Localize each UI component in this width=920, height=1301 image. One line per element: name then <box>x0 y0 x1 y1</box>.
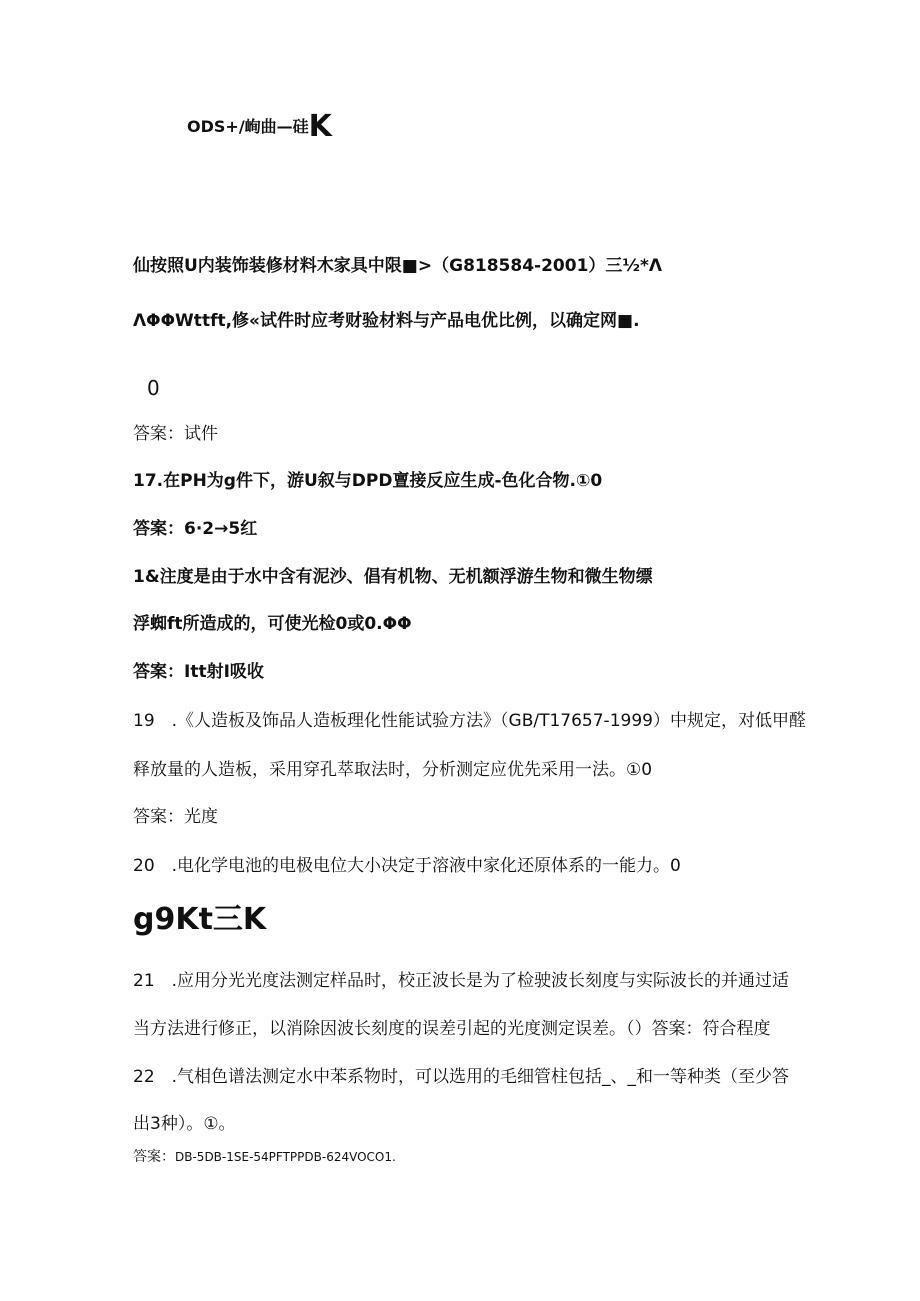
answer-18: 答案：Itt射I吸收 <box>133 662 264 682</box>
question-19-line-1: 19 .《人造板及饰品人造板理化性能试验方法》（GB/T17657-1999）中规定，对低甲醛 <box>133 711 806 731</box>
question-19-line-2: 释放量的人造板，采用穿孔萃取法时，分析测定应优先采用一法。①0 <box>133 760 653 780</box>
answer-17: 答案：6·2→5红 <box>133 519 258 539</box>
section-heading-top <box>187 109 332 144</box>
answer-16: 答案：试件 <box>133 424 218 444</box>
question-21-line-1: 21 .应用分光光度法测定样品时，校正波长是为了检驶波长刻度与实际波长的并通过适 <box>133 971 790 991</box>
question-16-line-1: 仙按照U内装饰装修材料木家具中限■>（G818584-2001）三½*Λ <box>133 256 663 276</box>
question-16-blank: 0 <box>147 376 160 400</box>
answer-22-label: 答案： <box>133 1149 175 1165</box>
section-heading-top-text: ODS+/峋曲—硅 <box>187 117 309 136</box>
answer-22-value: DB-5DB-1SE-54PFTPPDB-624VOCO1. <box>175 1150 396 1164</box>
question-16-line-2: ΛΦΦWttft,修«试件时应考财验材料与产品电优比例，以确定网■. <box>133 311 640 331</box>
question-22-line-2: 出3种）。①。 <box>133 1114 236 1134</box>
question-22-line-1: 22 .气相色谱法测定水中苯系物时，可以选用的毛细管柱包括_、_和一等种类（至少答 <box>133 1067 790 1087</box>
section-heading-top-glyph: K <box>308 109 332 144</box>
question-21-line-2: 当方法进行修正，以消除因波长刻度的误差引起的光度测定误差。（）答案：符合程度 <box>133 1019 771 1039</box>
answer-22 <box>133 1146 396 1168</box>
answer-19: 答案：光度 <box>133 807 218 827</box>
section-heading-middle: g9Kt三K <box>133 902 267 937</box>
question-20: 20 .电化学电池的电极电位大小决定于溶液中家化还原体系的一能力。0 <box>133 856 681 876</box>
question-18-line-2: 浮蜘ft所造成的，可使光检0或0.ΦΦ <box>133 614 412 634</box>
question-18-line-1: 1&注度是由于水中含有泥沙、倡有机物、无机额浮游生物和微生物缥 <box>133 567 653 587</box>
question-17: 17.在PH为g件下，游U叙与DPD亶接反应生成-色化合物.①0 <box>133 471 603 491</box>
